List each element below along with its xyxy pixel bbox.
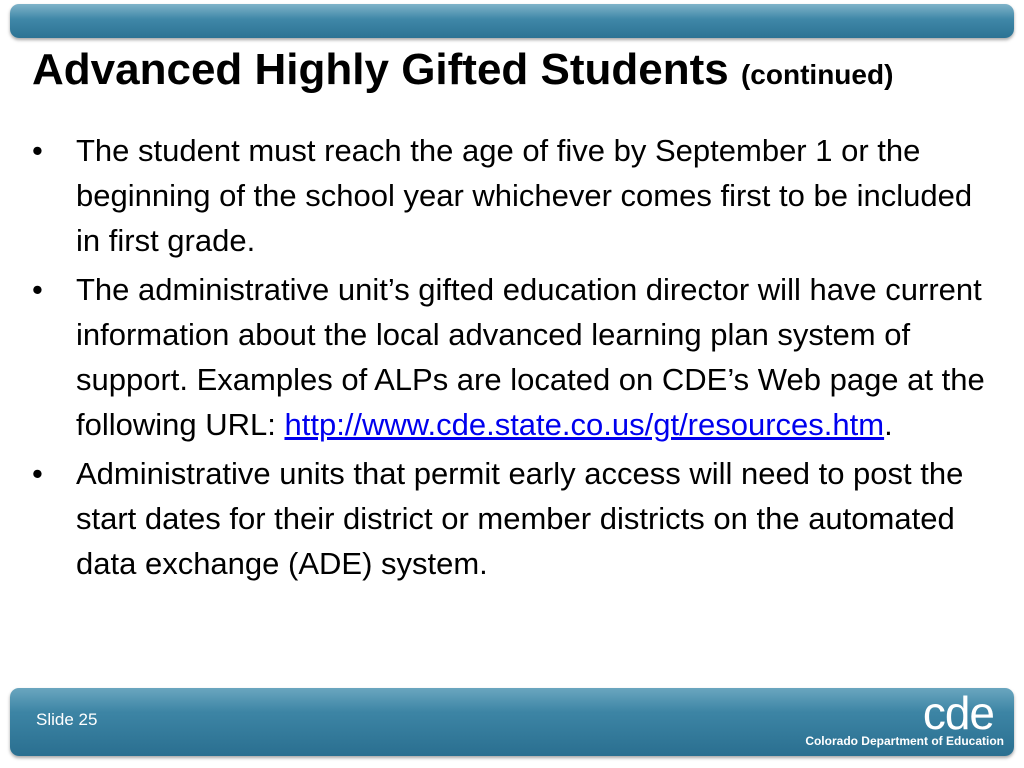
bullet-list [32,128,992,590]
header-bar [10,4,1014,38]
resources-link[interactable]: http://www.cde.state.co.us/gt/resources.htm [284,407,885,442]
slide-number: Slide 25 [36,710,98,729]
bullet-icon: • [32,456,43,491]
bullet-text-end: . [884,407,893,442]
title-suffix: (continued) [740,59,894,90]
title-main: Advanced Highly Gifted Students [32,45,729,94]
bullet-icon: • [32,272,43,307]
logo-text: Colorado Department of Education [805,734,1004,748]
bullet-text: Administrative units that permit early access will need to post the start dates for their district or member districts on the automated data exchange (ADE) system. [76,456,964,581]
bullet-icon: • [32,133,43,168]
footer-bar [10,688,1014,756]
slide-title [32,44,893,101]
list-item [32,451,992,586]
logo-mark: cde [922,687,994,739]
cde-logo [804,687,1004,752]
list-item [32,267,992,447]
bullet-text: The administrative unit’s gifted education director will have current information about the local advanced learning plan system of support. Examples of ALPs are located on CDE’s Web page at the following URL: [76,272,985,442]
bullet-text: The student must reach the age of five by September 1 or the beginning of the school year whichever comes first to be included in first grade. [76,133,973,258]
list-item [32,128,992,263]
